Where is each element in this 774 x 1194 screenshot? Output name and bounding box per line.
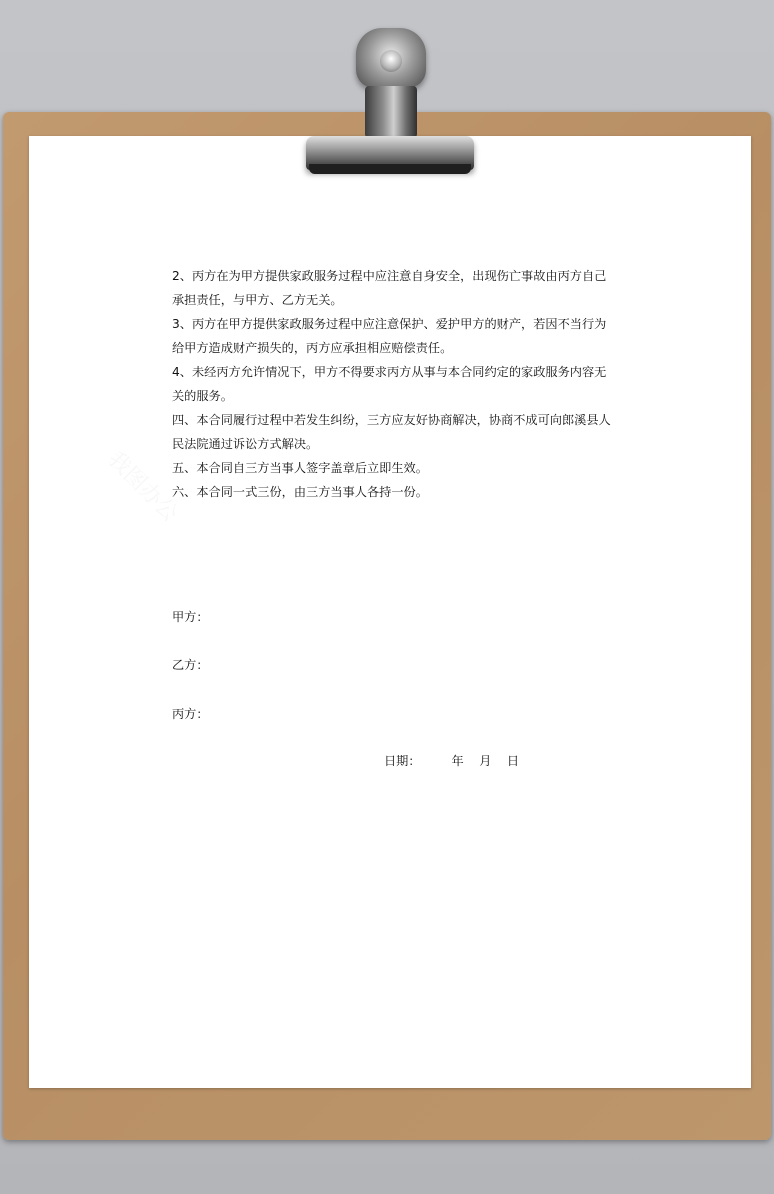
- clause-2: 2、丙方在为甲方提供家政服务过程中应注意自身安全，出现伤亡事故由丙方自己承担责任，与甲方、乙方无关。: [172, 269, 607, 307]
- clause-3: 3、丙方在甲方提供家政服务过程中应注意保护、爱护甲方的财产，若因不当行为给甲方造成财产损失的，丙方应承担相应赔偿责任。: [172, 317, 607, 355]
- clip-hole-icon: [380, 50, 402, 72]
- date-line: 日期： 年 月 日: [384, 754, 520, 768]
- article-5: 五、本合同自三方当事人签字盖章后立即生效。: [172, 461, 428, 475]
- contract-body: [172, 264, 612, 504]
- article-6: 六、本合同一式三份，由三方当事人各持一份。: [172, 485, 428, 499]
- signature-party-c: 丙方：: [172, 707, 209, 721]
- signature-party-b: 乙方：: [172, 658, 209, 672]
- clip-neck: [365, 86, 417, 138]
- clip-lip: [309, 164, 471, 174]
- watermark: 我图办公: [102, 446, 183, 527]
- article-4: 四、本合同履行过程中若发生纠纷，三方应友好协商解决，协商不成可向郎溪县人民法院通过诉讼方式解决。: [172, 413, 611, 451]
- signature-party-a: 甲方：: [172, 610, 209, 624]
- clause-4: 4、未经丙方允许情况下，甲方不得要求丙方从事与本合同约定的家政服务内容无关的服务。: [172, 365, 607, 403]
